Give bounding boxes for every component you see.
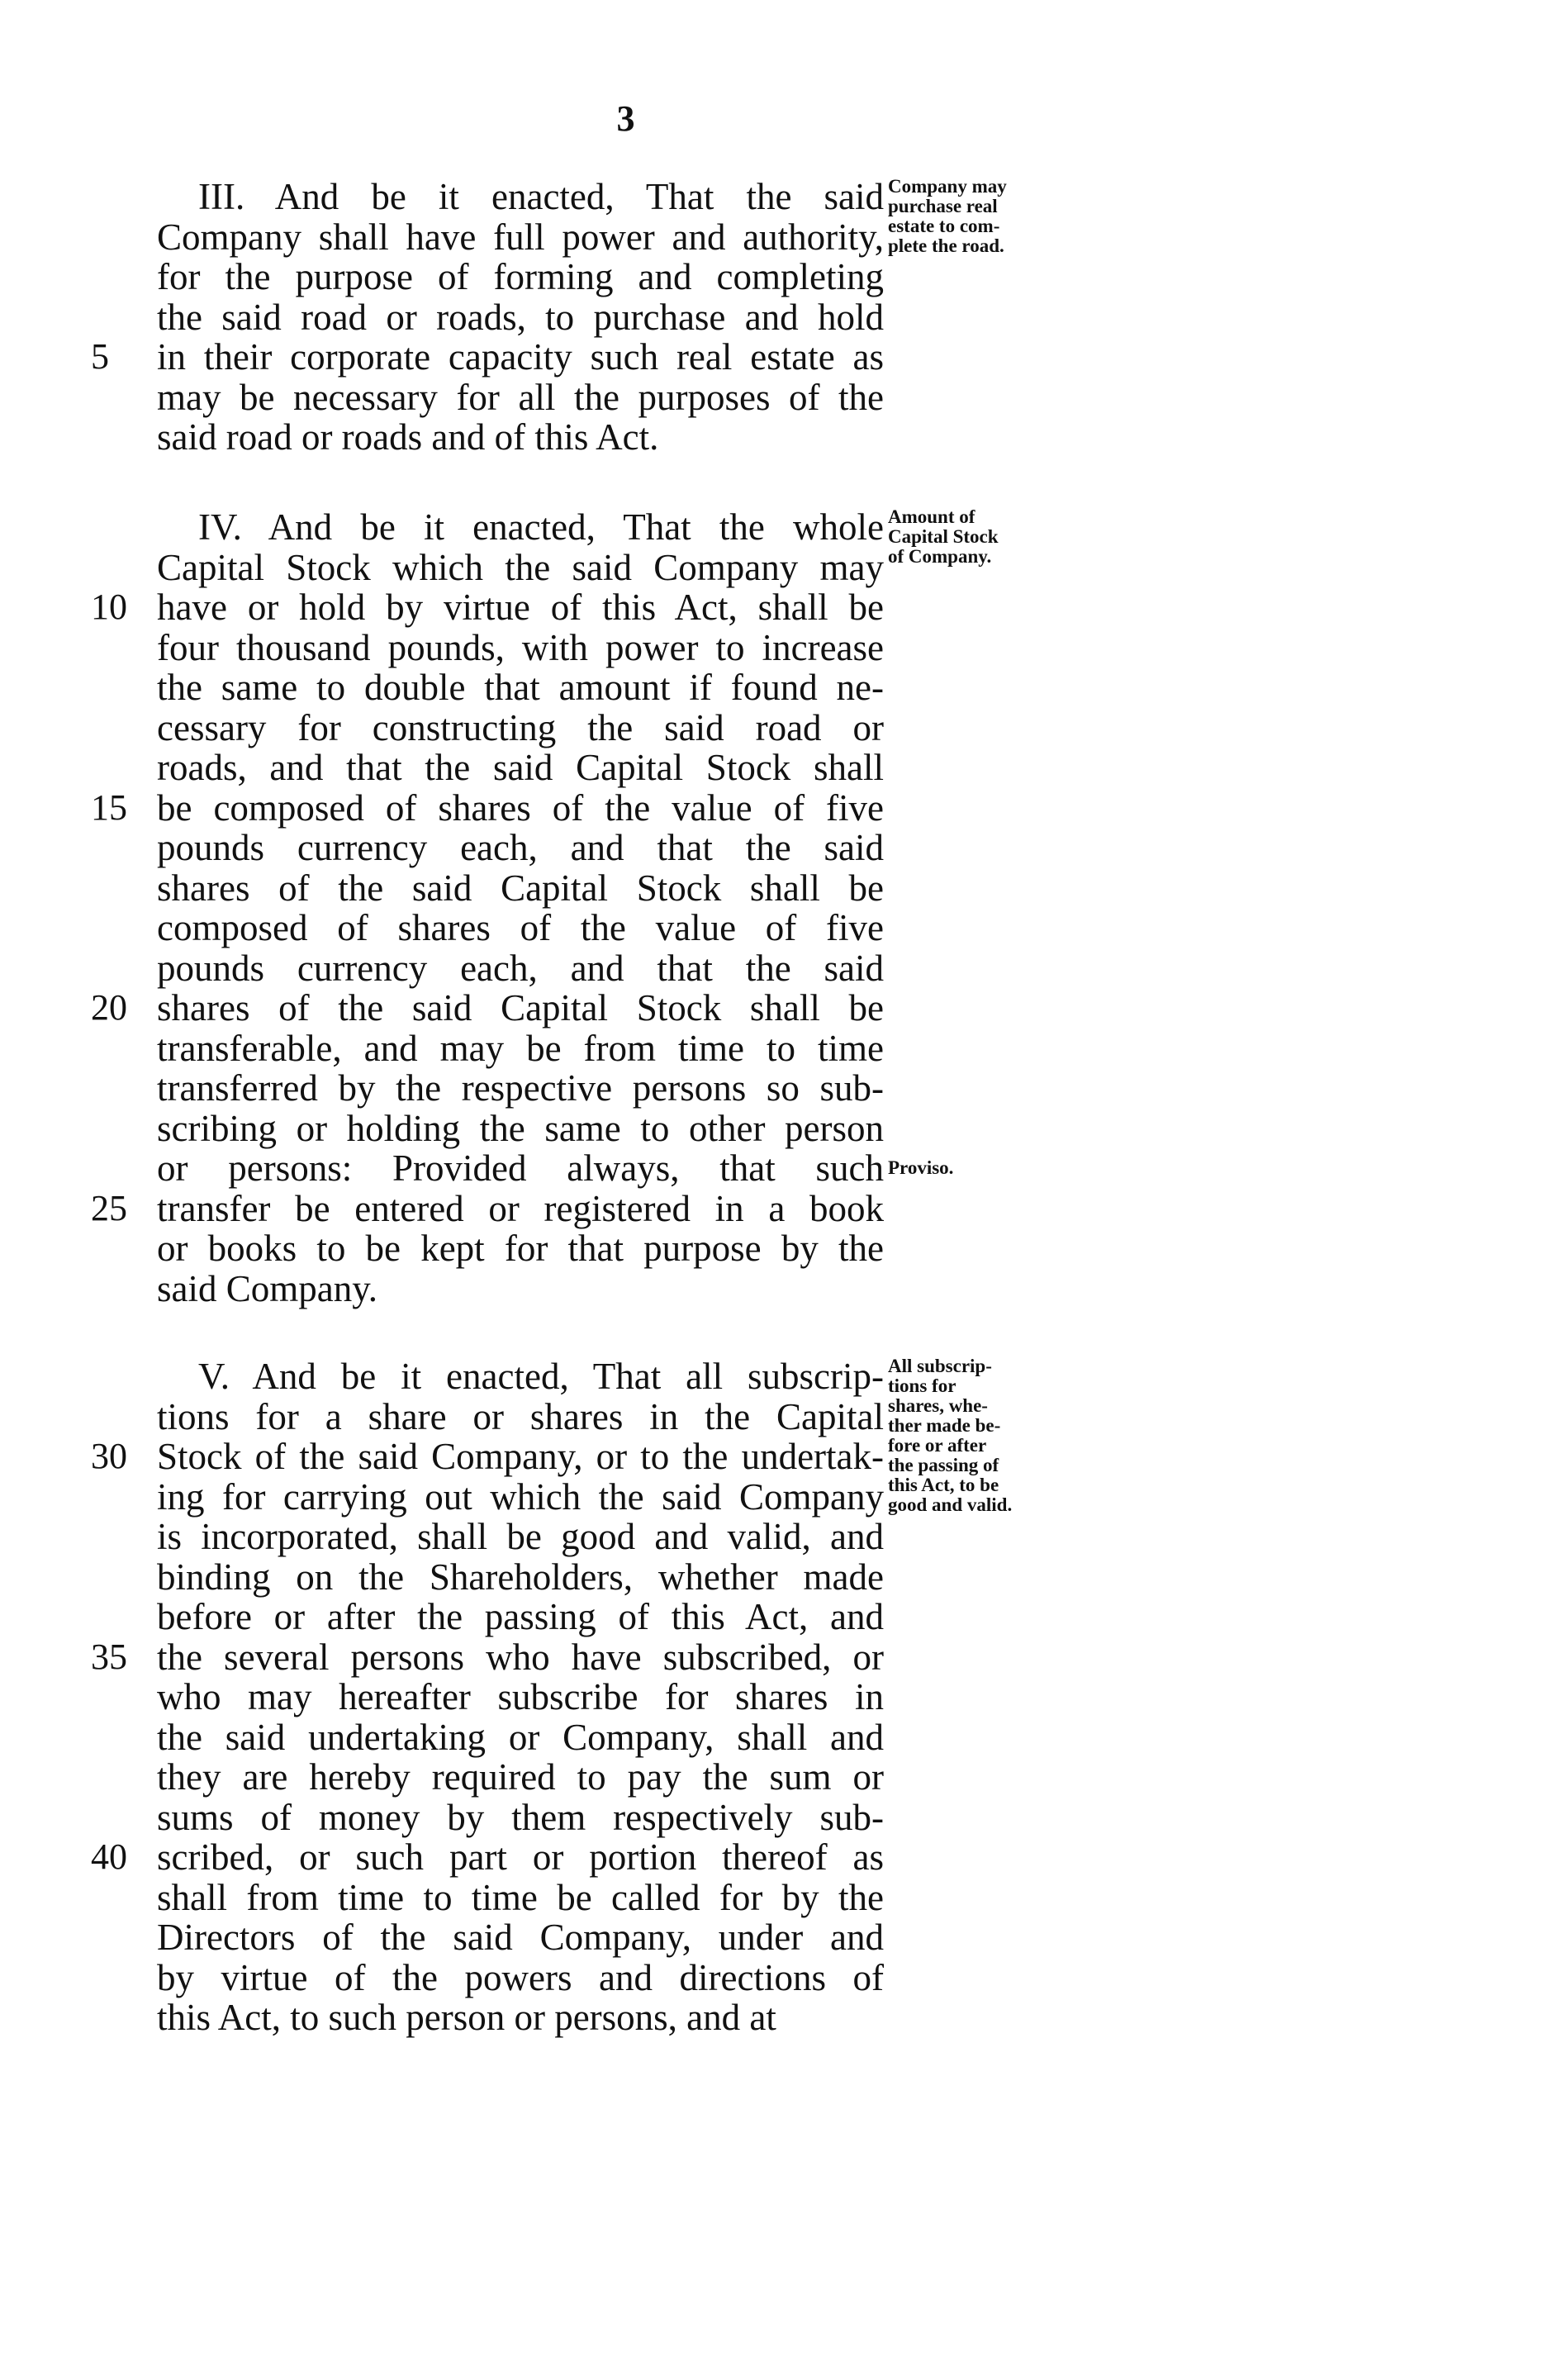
margin-note-line: estate to com- [888,216,1000,236]
margin-note-line: good and valid. [888,1494,1013,1515]
text-line: transferable, and may be from time to time [157,1027,884,1069]
text-line: ing for carrying out which the said Company [157,1475,884,1518]
text-line: for the purpose of forming and completing [157,256,884,297]
text-line: have or hold by virtue of this Act, shall be [157,587,884,628]
text-line: or books to be kept for that purpose by the [157,1228,884,1269]
line-number: 5 [91,336,109,377]
text-line: they are hereby required to pay the sum or [157,1756,884,1798]
text-line: the said road or roads, to purchase and hold [157,296,884,338]
text-line: in their corporate capacity such real estate as [157,336,884,378]
margin-note-proviso: Proviso. [888,1157,954,1178]
line-number: 10 [91,587,127,627]
text-line: cessary for constructing the said road or [157,706,884,748]
text-line: shares of the said Capital Stock shall be [157,867,884,909]
text-line: V. And be it enacted, That all subscrip- [198,1356,884,1397]
margin-note-section-V [888,1356,1078,1515]
text-line: said Company. [157,1267,378,1309]
text-line: or persons: Provided always, that such [157,1147,884,1189]
margin-note-line: Capital Stock [888,526,999,547]
text-line: sums of money by them respectively sub- [157,1796,884,1838]
text-line: be composed of shares of the value of five [157,786,884,829]
margin-note-line: of Company. [888,546,992,567]
line-number: 25 [91,1187,127,1228]
text-line: before or after the passing of this Act, and [157,1596,884,1637]
text-line: who may hereafter subscribe for shares in [157,1676,884,1717]
margin-note-line: All subscrip- [888,1356,992,1376]
margin-note-line: Company may [888,176,1007,197]
text-line: Capital Stock which the said Company may [157,546,884,588]
text-line: Company shall have full power and authority, [157,216,884,258]
text-line: composed of shares of the value of five [157,907,884,948]
text-line: shall from time to time be called for by the [157,1876,884,1918]
text-line: transfer be entered or registered in a book [157,1187,884,1229]
text-line: this Act, to such person or persons, and at [157,1997,776,2038]
margin-note-line: fore or after [888,1435,987,1456]
line-number: 20 [91,987,127,1028]
text-line: scribing or holding the same to other person [157,1107,884,1149]
margin-note-line: ther made be- [888,1415,1001,1436]
margin-note-line: Amount of [888,506,975,527]
margin-note-line: tions for [888,1375,957,1396]
text-line: shares of the said Capital Stock shall be [157,987,884,1028]
line-number: 35 [91,1636,127,1677]
text-line: the same to double that amount if found ne- [157,667,884,708]
text-line: four thousand pounds, with power to increase [157,626,884,668]
line-number: 30 [91,1436,127,1476]
text-line: may be necessary for all the purposes of the [157,376,884,418]
margin-note-line: shares, whe- [888,1395,988,1416]
text-line: pounds currency each, and that the said [157,947,884,989]
text-line: roads, and that the said Capital Stock shall [157,747,884,788]
text-line: IV. And be it enacted, That the whole [198,506,884,548]
text-line: the several persons who have subscribed, or [157,1636,884,1678]
margin-note-line: purchase real [888,196,998,216]
margin-note-line: the passing of [888,1455,999,1475]
margin-note-line: this Act, to be [888,1475,999,1495]
text-line: Stock of the said Company, or to the undertak- [157,1436,884,1477]
line-number: 15 [91,786,127,828]
line-number: 40 [91,1836,127,1877]
text-line: by virtue of the powers and directions of [157,1956,884,1998]
margin-note-line: plete the road. [888,235,1004,256]
text-line: said road or roads and of this Act. [157,416,659,458]
text-line: III. And be it enacted, That the said [198,176,884,217]
margin-note-section-III [888,177,1078,256]
text-line: transferred by the respective persons so sub- [157,1067,884,1109]
text-line: binding on the Shareholders, whether made [157,1556,884,1598]
text-line: is incorporated, shall be good and valid, and [157,1516,884,1557]
text-line: Directors of the said Company, under and [157,1917,884,1958]
text-line: the said undertaking or Company, shall and [157,1716,884,1758]
text-line: tions for a share or shares in the Capital [157,1395,884,1437]
text-line: scribed, or such part or portion thereof as [157,1836,884,1878]
text-line: pounds currency each, and that the said [157,827,884,868]
page-number: 3 [616,98,635,139]
margin-note-section-IV [888,507,1078,567]
